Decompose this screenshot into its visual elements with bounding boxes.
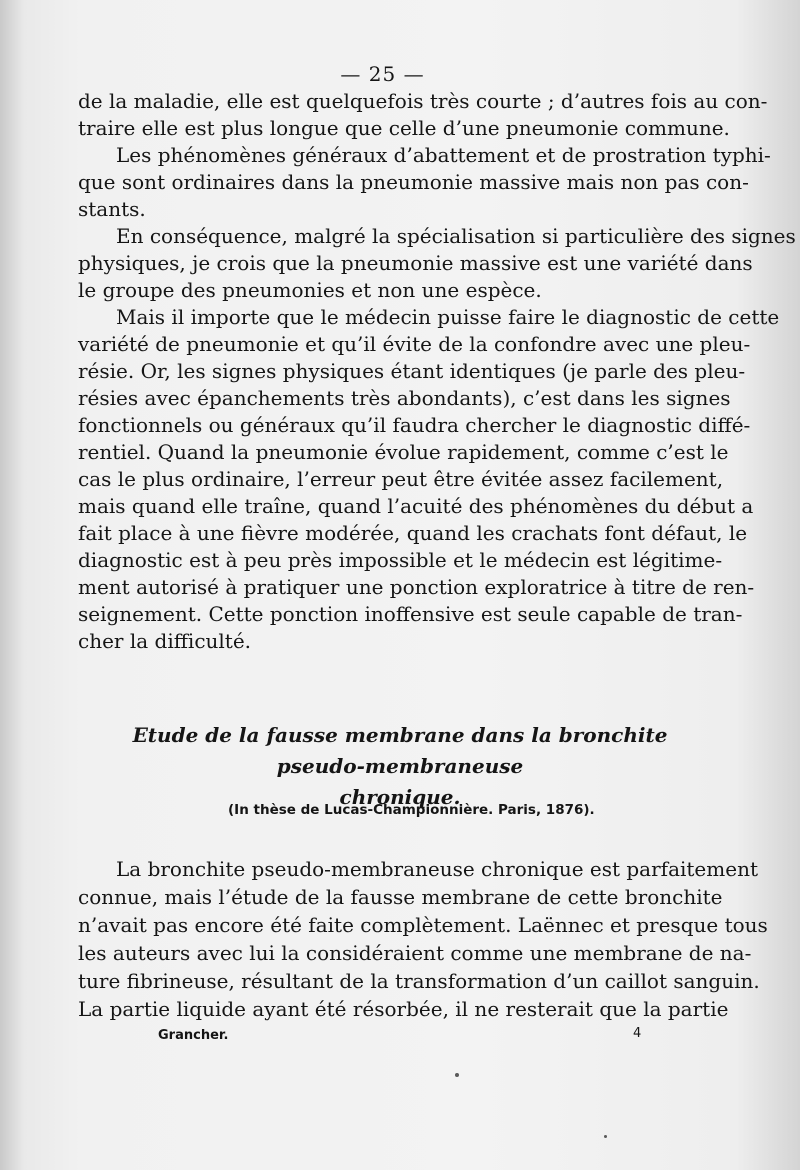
text-line: En conséquence, malgré la spécialisation si particulière des signes [116, 224, 796, 248]
ink-speck [604, 1135, 607, 1138]
text-line: La bronchite pseudo-membraneuse chronique est parfaitement [116, 857, 758, 881]
text-block-top [78, 88, 796, 655]
text-line: mais quand elle traîne, quand l’acuité des phénomènes du début a [78, 494, 754, 518]
source-note: (In thèse de Lucas-Championnière. Paris, 1876). [228, 802, 595, 818]
text-line: cher la difficulté. [78, 629, 252, 653]
sheet-number: 4 [633, 1026, 642, 1041]
section-title-line: chronique. [339, 785, 461, 809]
text-line: résies avec épanchements très abondants), c’est dans les signes [78, 386, 731, 410]
page-number: — 25 — [340, 62, 425, 86]
text-line: physiques, je crois que la pneumonie massive est une variété dans [78, 251, 753, 275]
signature-mark: Grancher. [158, 1028, 229, 1043]
text-line: La partie liquide ayant été résorbée, il ne resterait que la partie [78, 997, 729, 1021]
text-line: fonctionnels ou généraux qu’il faudra chercher le diagnostic diffé- [78, 413, 751, 437]
text-line: ment autorisé à pratiquer une ponction exploratrice à titre de ren- [78, 575, 755, 599]
text-line: diagnostic est à peu près impossible et le médecin est légitime- [78, 548, 723, 572]
text-line: résie. Or, les signes physiques étant identiques (je parle des pleu- [78, 359, 746, 383]
text-line: les auteurs avec lui la considéraient comme une membrane de na- [78, 941, 752, 965]
text-line: Mais il importe que le médecin puisse faire le diagnostic de cette [116, 305, 780, 329]
text-line: de la maladie, elle est quelquefois très courte ; d’autres fois au con- [78, 89, 768, 113]
text-block-bottom [78, 855, 768, 1023]
text-line: le groupe des pneumonies et non une espèce. [78, 278, 542, 302]
section-title-line: Etude de la fausse membrane dans la bronchite pseudo-membraneuse [132, 723, 668, 778]
text-line: ture fibrineuse, résultant de la transformation d’un caillot sanguin. [78, 969, 760, 993]
text-line: stants. [78, 197, 146, 221]
text-line: que sont ordinaires dans la pneumonie massive mais non pas con- [78, 170, 749, 194]
text-line: connue, mais l’étude de la fausse membrane de cette bronchite [78, 885, 723, 909]
text-line: rentiel. Quand la pneumonie évolue rapidement, comme c’est le [78, 440, 729, 464]
text-line: variété de pneumonie et qu’il évite de la confondre avec une pleu- [78, 332, 751, 356]
text-line: traire elle est plus longue que celle d’une pneumonie commune. [78, 116, 730, 140]
section-title [90, 720, 710, 813]
ink-speck [455, 1073, 459, 1077]
text-line: seignement. Cette ponction inoffensive est seule capable de tran- [78, 602, 743, 626]
text-line: fait place à une fièvre modérée, quand les crachats font défaut, le [78, 521, 748, 545]
text-line: cas le plus ordinaire, l’erreur peut être évitée assez facilement, [78, 467, 724, 491]
text-line: Les phénomènes généraux d’abattement et de prostration typhi- [116, 143, 771, 167]
text-line: n’avait pas encore été faite complètement. Laënnec et presque tous [78, 913, 768, 937]
